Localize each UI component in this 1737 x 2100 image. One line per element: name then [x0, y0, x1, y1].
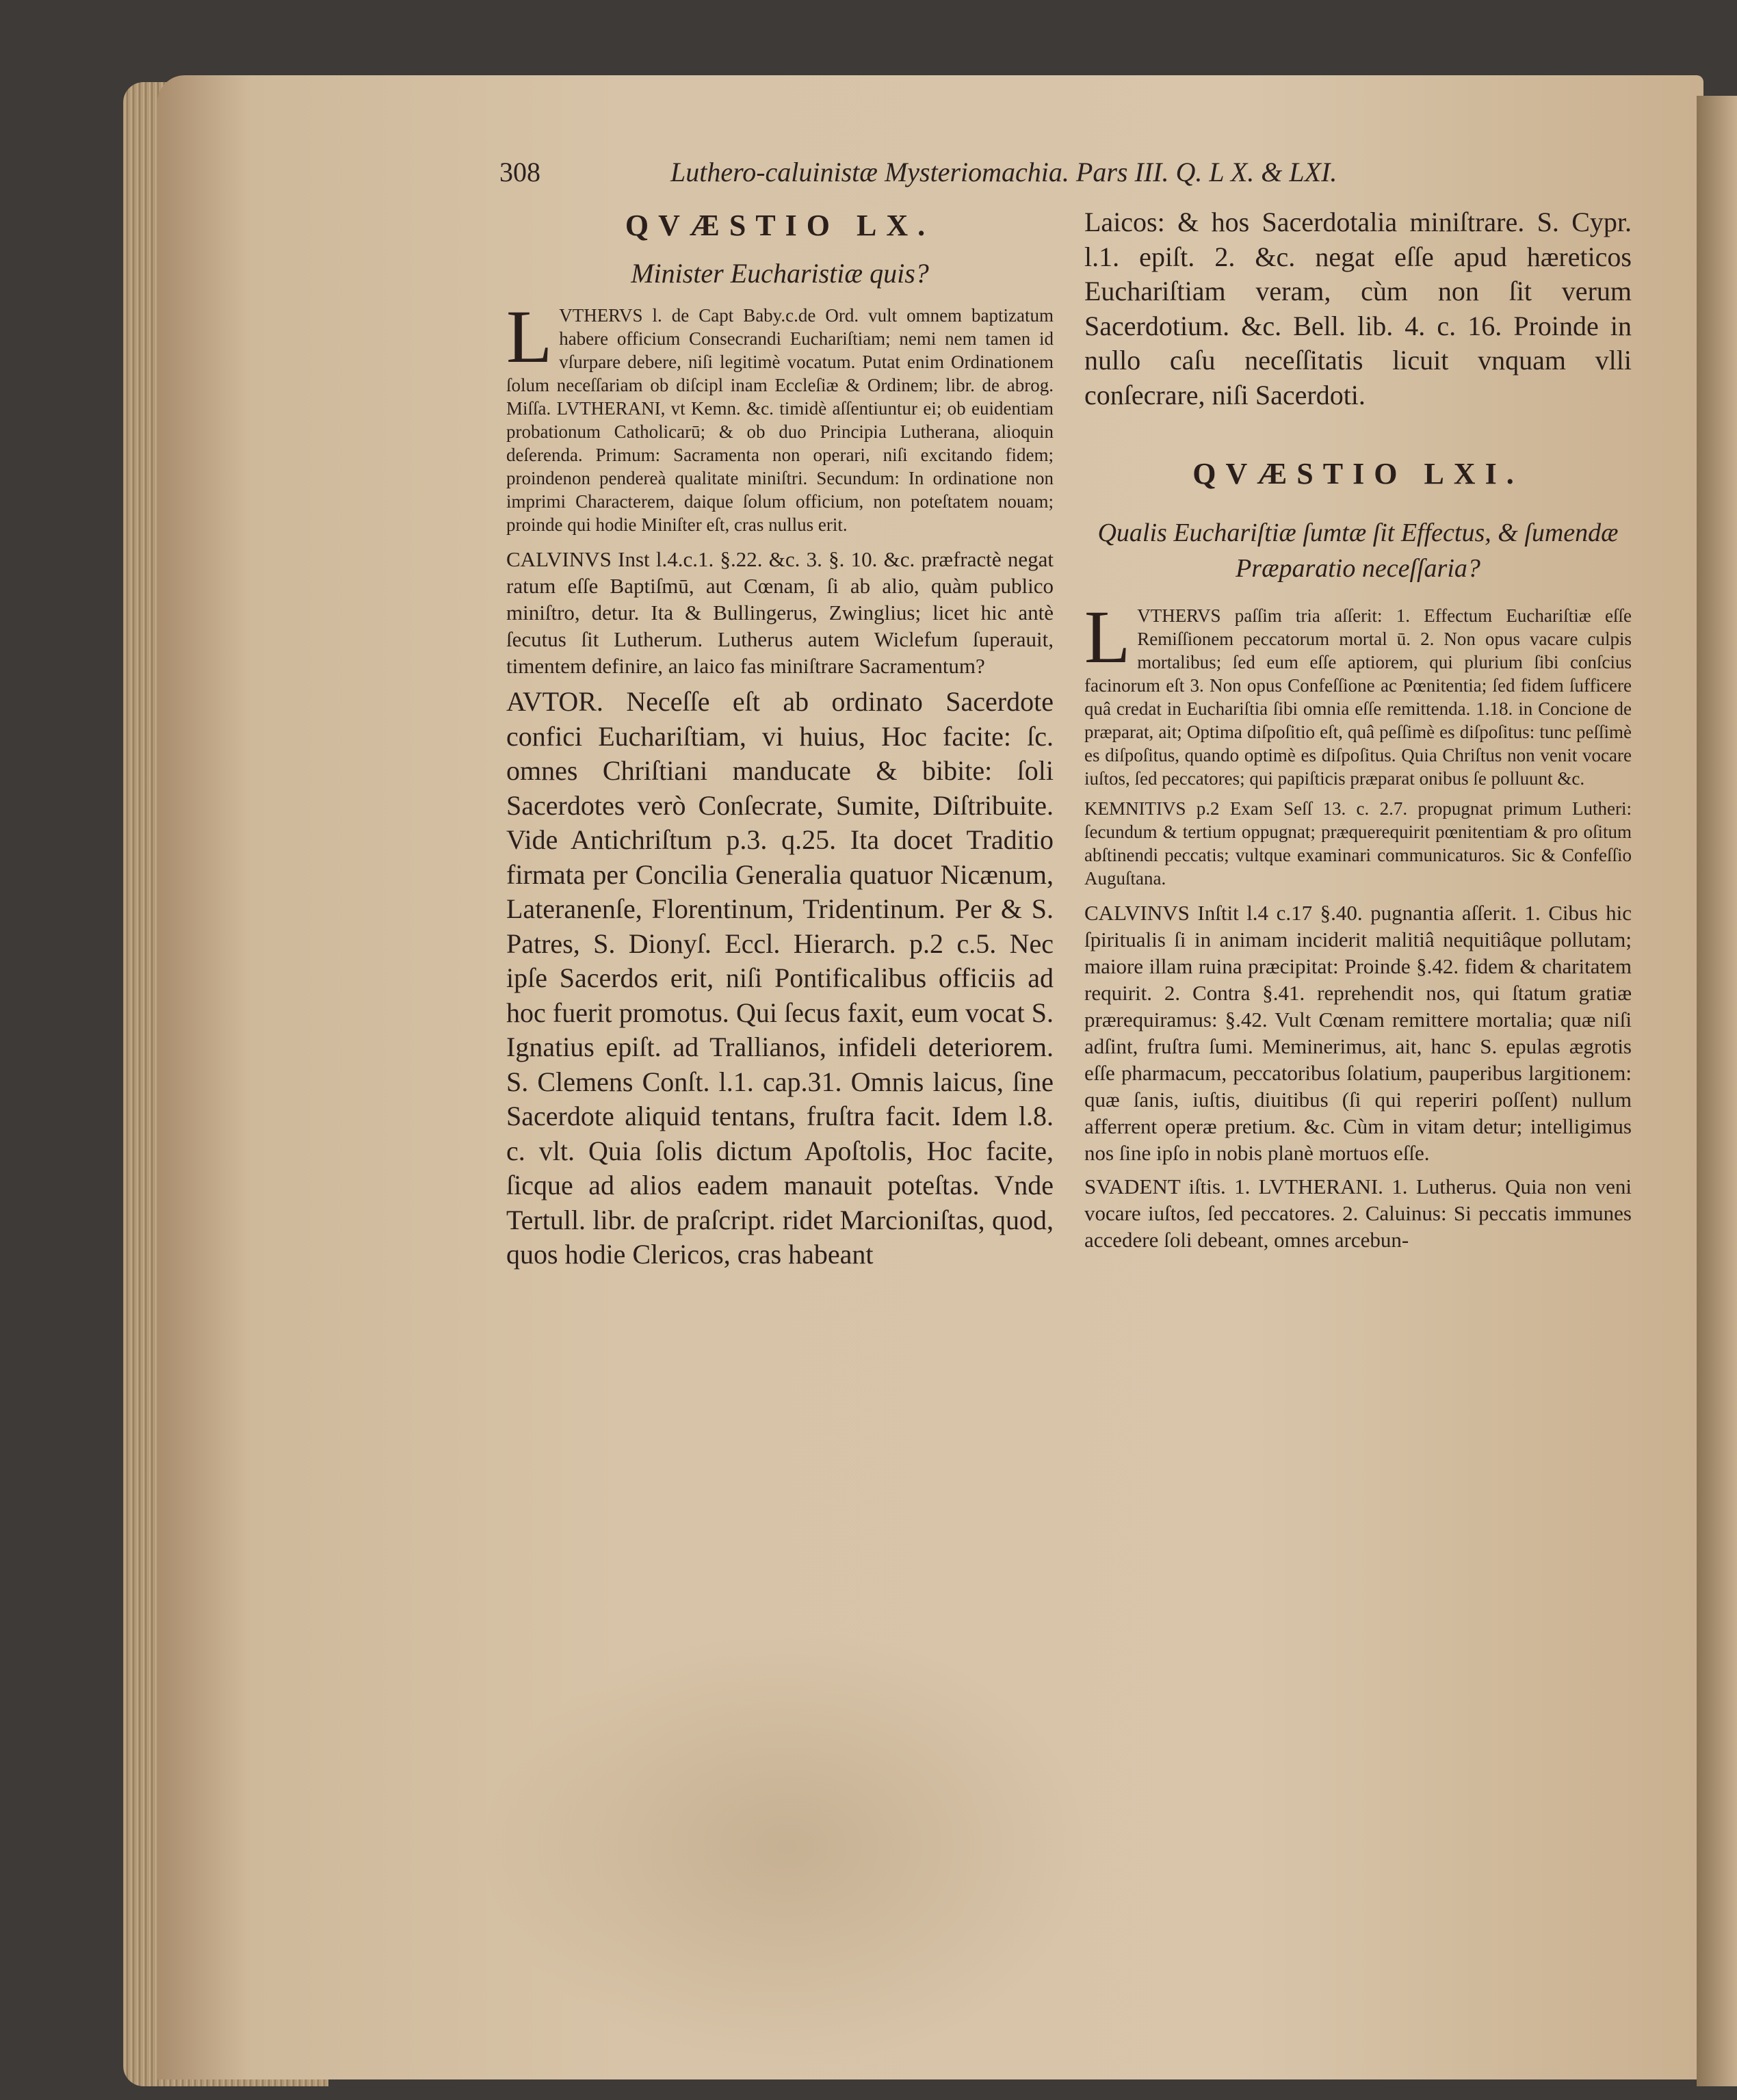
question-61-title: QVÆSTIO LXI. [1192, 457, 1524, 490]
question-60-title: QVÆSTIO LX. [625, 209, 935, 242]
running-title: Luthero-caluinistæ Mysteriomachia. Pars III. Q. L X. & LXI. [670, 157, 1337, 187]
right-column [1084, 205, 1632, 1253]
q60-luther-text: VTHERVS l. de Capt Baby.c.de Ord. vult omnem baptizatum habere officium Consecrandi Euchariſtiam; nemi nem tamen id vſurpare debere, niſi legitimè vocatum. Putat enim Ordinationem ſolum neceſſariam ob diſcipl inam Eccleſiæ & Ordinem; libr. de abrog. Miſſa. LVTHERANI, vt Kemn. &c. timidè aſſentiuntur ei; ob euidentiam probationum Catholicarū; & ob duo Principia Lutherana, alioquin deſerenda. Primum: Sacramenta non operari, niſi excitando fidem; proindenon pendereà qualitate miniſtri. Secundum: In ordinatione non imprimi Characterem, daique ſolum officium, non poteſtatem nouam; proinde qui hodie Miniſter eſt, cras nullus erit. [506, 305, 1054, 535]
left-column [506, 205, 1054, 1272]
q61-suadent-paragraph: SVADENT iſtis. 1. LVTHERANI. 1. Lutherus. Quia non veni vocare iuſtos, ſed peccatores. 2. Caluinus: Si peccatis immunes accedere ſoli debeant, omnes arcebun- [1084, 1174, 1632, 1252]
water-stain [479, 1628, 1095, 2066]
q60-continuation: Laicos: & hos Sacerdotalia miniſtrare. S. Cypr. l.1. epiſt. 2. &c. negat eſſe apud hæreticos Euchariſtiam veram, cùm non ſit verum Sacerdotium. &c. Bell. lib. 4. c. 16. Proinde in nullo caſu neceſſitatis licuit vnquam vlli conſecrare, niſi Sacerdoti. [1084, 207, 1632, 410]
page-header [499, 156, 1662, 197]
q61-luther-paragraph [1084, 595, 1632, 790]
page-number: 308 [499, 157, 540, 187]
q60-calvin-paragraph: CALVINVS Inst l.4.c.1. §.22. &c. 3. §. 10. &c. præfractè negat ratum eſſe Baptiſmū, aut Cœnam, ſi ab alio, quàm publico miniſtro, detur. Ita & Bullingerus, Zwinglius; licet hic antè ſecutus ſit Lutherum. Lutherus autem Wiclefum ſuperauit, timentem definire, an laico fas miniſtrare Sacramentum? [506, 547, 1054, 678]
q61-calvin-paragraph: CALVINVS Inſtit l.4 c.17 §.40. pugnantia aſſerit. 1. Cibus hic ſpiritualis ſi in animam inciderit malitiâ nequitiâque pollutam; maiore illam ruina præcipitat: Proinde §.42. fidem & charitatem requirit. 2. Contra §.41. reprehendit nos, qui ſtatum gratiæ prærequiramus: §.42. Vult Cœnam remittere mortalia; quæ niſi adſint, fruſtra ſumi. Meminerimus, ait, hanc S. epulas ægrotis eſſe pharmacum, peccatoribus ſolatium, pauperibus largitionem: quæ ſanis, iuſtis, diuitibus (ſi qui reperiri poſſent) nullum afferrent operæ pretium. &c. Cùm in vitam detur; intelligimus nos ſine ipſo in nobis planè mortuos eſſe. [1084, 901, 1632, 1165]
question-61-subtitle: Qualis Euchariſtiæ ſumtæ ſit Effectus, & ſumendæ Præparatio neceſſaria? [1097, 519, 1619, 583]
q60-luther-paragraph [506, 295, 1054, 536]
question-60-subtitle: Minister Eucharistiæ quis? [631, 258, 929, 289]
q61-luther-text: VTHERVS paſſim tria aſſerit: 1. Effectum Euchariſtiæ eſſe Remiſſionem peccatorum mortal ū. 2. Non opus vacare culpis mortalibus; ſed eum eſſe aptiorem, qui plurium ſibi conſcius facinorum eſt 3. Non opus Confeſſione ac Pœnitentia; ſed fidem ſufficere quâ credat in Euchariſtia ſibi omnia eſſe remittenda. 1.18. in Concione de præparat, ait; Optima diſpoſitio eſt, quâ peſſimè es diſpoſitus: tunc peſſimè es diſpoſitus, quando optimè es diſpoſitus. Quia Chriſtus non venit vocare iuſtos, ſed peccatores; qui papiſticis præparat onibus ſe polluunt &c. [1084, 605, 1632, 789]
facing-page-edge [1697, 96, 1737, 2086]
drop-cap: L [1084, 595, 1131, 679]
q61-kemnitius-paragraph: KEMNITIVS p.2 Exam Seſſ 13. c. 2.7. propugnat primum Lutheri: ſecundum & tertium oppugnat; præquerequirit pœnitentiam & pro oſitum abſtinendi peccatis; vultque examinari communicaturos. Sic & Confeſſio Auguſtana. [1084, 798, 1632, 889]
drop-cap: L [506, 295, 553, 378]
q60-autor-paragraph: AVTOR. Neceſſe eſt ab ordinato Sacerdote confici Euchariſtiam, vi huius, Hoc facite: ſc. omnes Chriſtiani manducate & bibite: ſoli Sacerdotes verò Conſecrate, Sumite, Diſtribuite. Vide Antichriſtum p.3. q.25. Ita docet Traditio firmata per Concilia Generalia quatuor Nicænum, Lateranenſe, Florentinum, Tridentinum. Per & S. Patres, S. Dionyſ. Eccl. Hierarch. p.2 c.5. Nec ipſe Sacerdos erit, niſi Pontificalibus officiis ad hoc fuerit promotus. Qui ſecus faxit, eum vocat S. Ignatius epiſt. ad Trallianos, infideli deteriorem. S. Clemens Conſt. l.1. cap.31. Omnis laicus, ſine Sacerdote aliquid tentans, fruſtra facit. Idem l.8. c. vlt. Quia ſolis dictum Apoſtolis, Hoc facite, ſicque ad alios eadem manauit poteſtas. Vnde Tertull. libr. de praſcript. ridet Marcioniſtas, quod, quos hodie Clericos, cras habeant [506, 686, 1054, 1270]
